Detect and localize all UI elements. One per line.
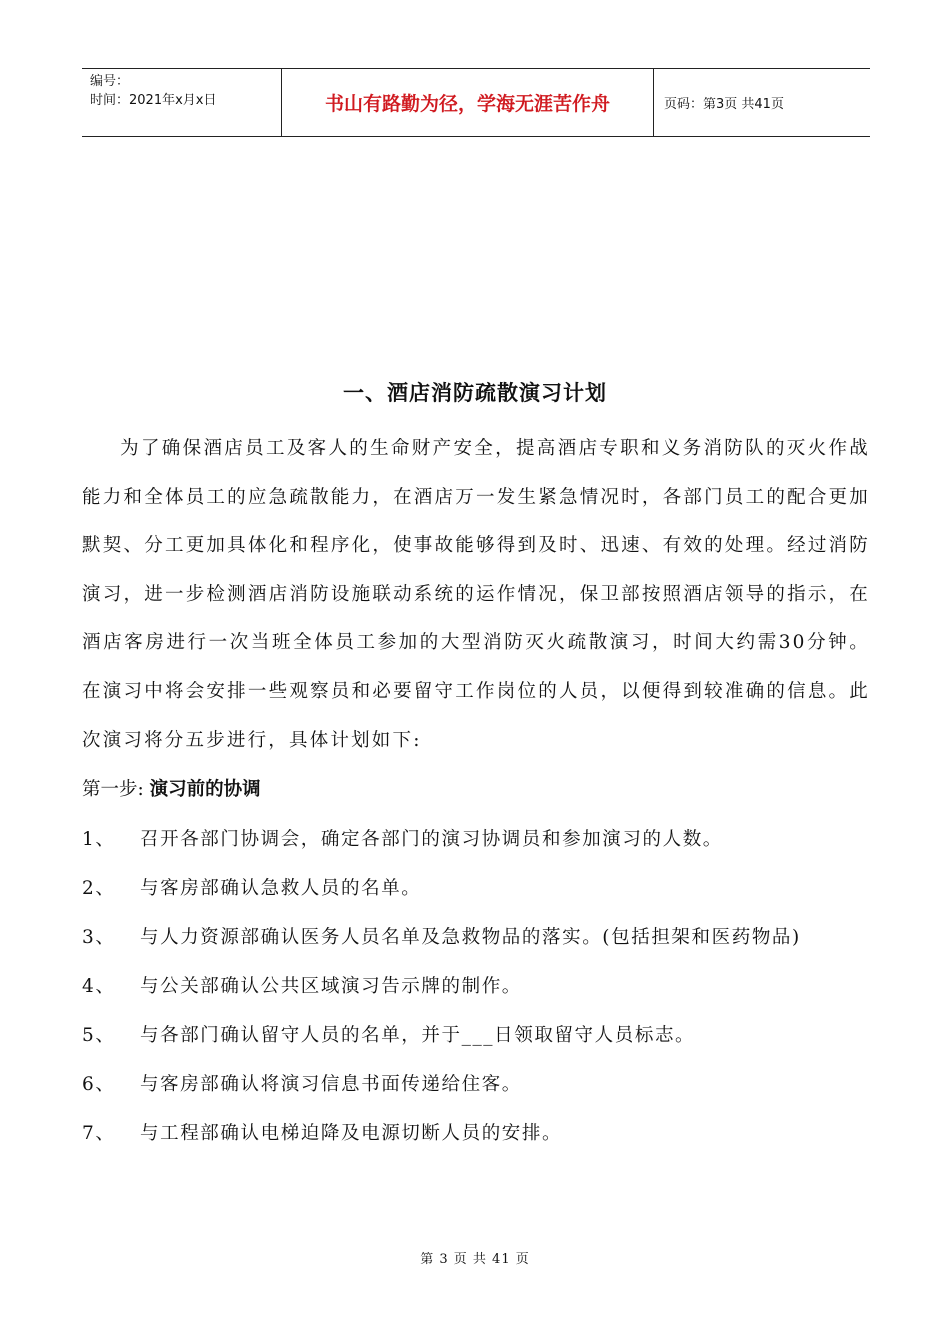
step-name: 演习前的协调 xyxy=(149,779,261,800)
item-number: 1、 xyxy=(82,829,116,850)
item-text: 与客房部确认急救人员的名单。 xyxy=(140,878,422,899)
list-item xyxy=(82,815,870,864)
list-item xyxy=(82,962,870,1011)
list-item xyxy=(82,913,870,962)
header-meta xyxy=(82,69,282,136)
intro-paragraph-text: 为了确保酒店员工及客人的生命财产安全，提高酒店专职和义务消防队的灭火作战能力和全体员工的应急疏散能力，在酒店万一发生紧急情况时，各部门员工的配合更加默契、分工更加具体化和程序化，使事故能够得到及时、迅速、有效的处理。经过消防演习，进一步检测酒店消防设施联动系统的运作情况，保卫部按照酒店领导的指示，在酒店客房进行一次当班全体员工参加的大型消防灭火疏散演习，时间大约需30分钟。在演习中将会安排一些观察员和必要留守工作岗位的人员，以便得到较准确的信息。此次演习将分五步进行，具体计划如下: xyxy=(82,438,870,751)
list-item xyxy=(82,1109,870,1158)
page-header xyxy=(82,68,870,137)
item-text: 与人力资源部确认医务人员名单及急救物品的落实。(包括担架和医药物品) xyxy=(140,927,801,948)
item-number: 2、 xyxy=(82,878,116,899)
list-item xyxy=(82,864,870,913)
step-heading xyxy=(82,766,261,814)
step-prefix: 第一步: xyxy=(82,779,144,800)
list-item xyxy=(82,1011,870,1060)
item-text: 与各部门确认留守人员的名单，并于___日领取留守人员标志。 xyxy=(140,1025,696,1046)
list-item xyxy=(82,1060,870,1109)
item-number: 5、 xyxy=(82,1025,116,1046)
item-number: 6、 xyxy=(82,1074,116,1095)
item-text: 召开各部门协调会，确定各部门的演习协调员和参加演习的人数。 xyxy=(140,829,723,850)
serial-label: 编号： xyxy=(90,74,130,89)
page-footer: 第 3 页 共 41 页 xyxy=(420,1252,530,1267)
item-text: 与公关部确认公共区域演习告示牌的制作。 xyxy=(140,976,522,997)
item-number: 4、 xyxy=(82,976,116,997)
header-motto: 书山有路勤为径，学海无涯苦作舟 xyxy=(282,69,654,136)
time-line: 时间：2021年x月x日 xyxy=(90,93,217,108)
item-text: 与客房部确认将演习信息书面传递给住客。 xyxy=(140,1074,522,1095)
item-number: 7、 xyxy=(82,1123,116,1144)
item-number: 3、 xyxy=(82,927,116,948)
document-title: 一、酒店消防疏散演习计划 xyxy=(343,380,607,405)
item-text: 与工程部确认电梯迫降及电源切断人员的安排。 xyxy=(140,1123,563,1144)
header-page-info: 页码：第3页 共41页 xyxy=(664,97,784,112)
intro-paragraph xyxy=(82,425,870,765)
coordination-list xyxy=(82,815,870,1158)
